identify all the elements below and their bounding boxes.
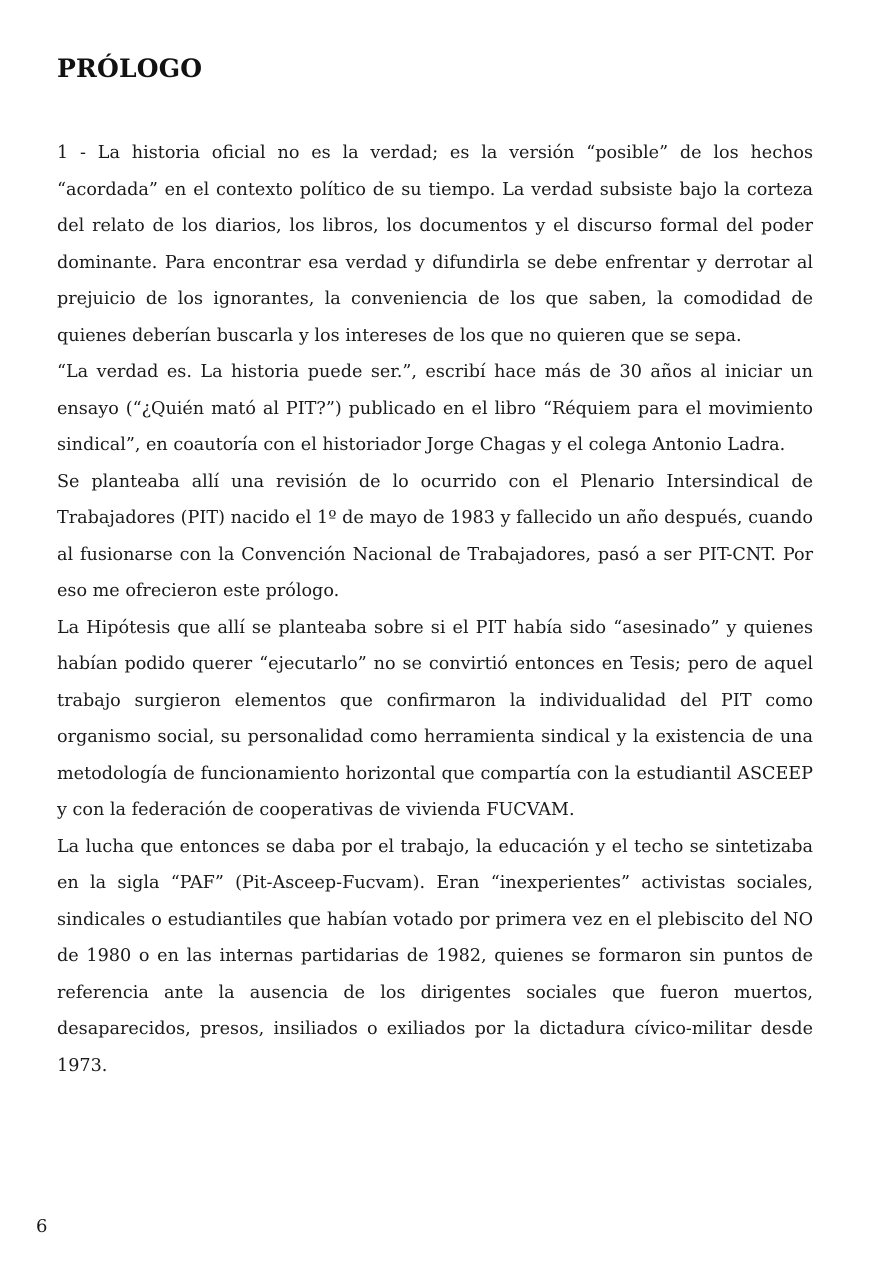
body-text [57,135,813,1084]
page-title: PRÓLOGO [57,54,203,83]
paragraph-5: La lucha que entonces se daba por el trabajo, la educación y el techo se sintetizaba en la sigla “PAF” (Pit-Asceep-Fucvam). Eran “inexperientes” activistas sociales, sindicales o estudiantiles que habían votado por primera vez en el plebiscito del NO de 1980 o en las internas partidarias de 1982, quienes se formaron sin puntos de referencia ante la ausencia de los dirigentes sociales que fueron muertos, desaparecidos, presos, insiliados o exiliados por la dictadura cívico-militar desde 1973. [57,836,813,1076]
paragraph-3: Se planteaba allí una revisión de lo ocurrido con el Plenario Intersindical de Trabajadores (PIT) nacido el 1º de mayo de 1983 y fallecido un año después, cuando al fusionarse con la Convención Nacional de Trabajadores, pasó a ser PIT-CNT. Por eso me ofrecieron este prólogo. [57,471,813,601]
page-number: 6 [36,1216,48,1237]
paragraph-1: 1 - La historia oficial no es la verdad; es la versión “posible” de los hechos “acordada” en el contexto político de su tiempo. La verdad subsiste bajo la corteza del relato de los diarios, los libros, los documentos y el discurso formal del poder dominante. Para encontrar esa verdad y difundirla se debe enfrentar y derrotar al prejuicio de los ignorantes, la conveniencia de los que saben, la comodidad de quienes deberían buscarla y los intereses de los que no quieren que se sepa. [57,143,813,346]
paragraph-2: “La verdad es. La historia puede ser.”, escribí hace más de 30 años al iniciar un ensayo (“¿Quién mató al PIT?”) publicado en el libro “Réquiem para el movimiento sindical”, en coautoría con el historiador Jorge Chagas y el colega Antonio Ladra. [57,362,813,455]
paragraph-4: La Hipótesis que allí se planteaba sobre si el PIT había sido “asesinado” y quienes habían podido querer “ejecutarlo” no se convirtió entonces en Tesis; pero de aquel trabajo surgieron elementos que confirmaron la individualidad del PIT como organismo social, su personalidad como herramienta sindical y la existencia de una metodología de funcionamiento horizontal que compartía con la estudiantil ASCEEP y con la federación de cooperativas de vivienda FUCVAM. [57,617,813,820]
